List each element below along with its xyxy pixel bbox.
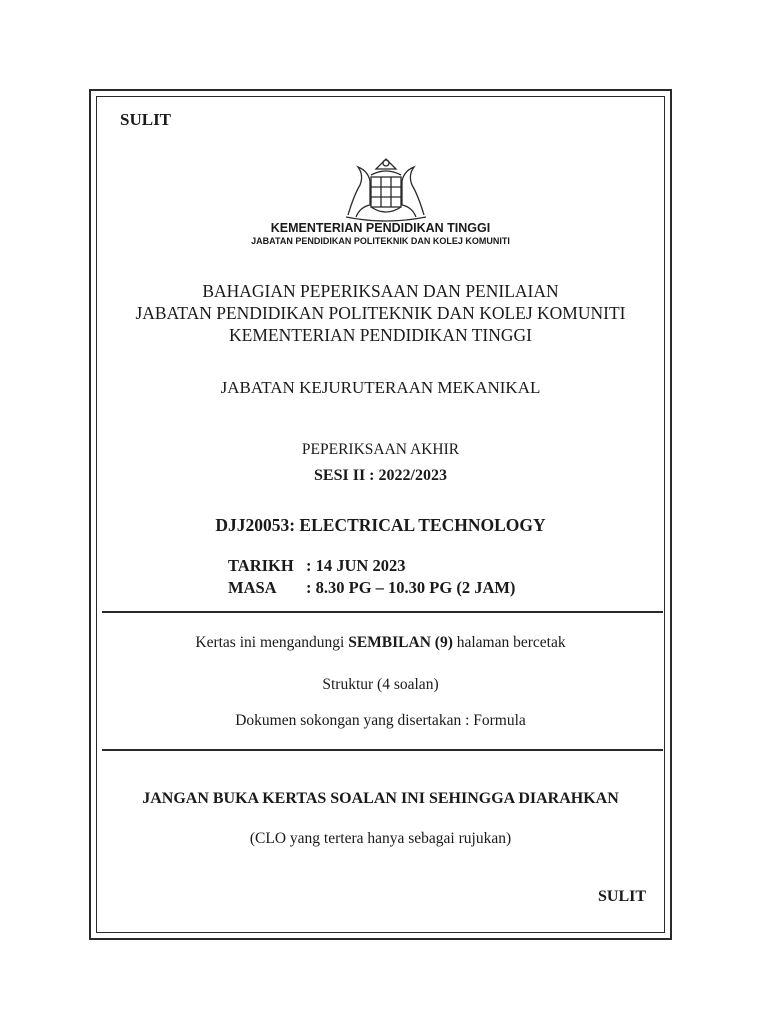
classification-top: SULIT bbox=[120, 110, 172, 129]
exam-date-value: : 14 JUN 2023 bbox=[306, 556, 406, 575]
divider-bottom bbox=[102, 749, 663, 751]
classification-bottom: SULIT bbox=[598, 888, 647, 905]
exam-date-row bbox=[228, 556, 405, 576]
divider-top bbox=[102, 611, 663, 613]
clo-note: (CLO yang tertera hanya sebagai rujukan) bbox=[249, 830, 512, 847]
ministry-department: JABATAN PENDIDIKAN POLITEKNIK DAN KOLEJ KOMUNITI bbox=[251, 236, 510, 246]
exam-type: PEPERIKSAAN AKHIR bbox=[301, 441, 460, 458]
issuer-line-2: JABATAN PENDIDIKAN POLITEKNIK DAN KOLEJ KOMUNITI bbox=[135, 303, 626, 323]
issuer-line-3: KEMENTERIAN PENDIDIKAN TINGGI bbox=[229, 325, 532, 345]
exam-time-value: : 8.30 PG – 10.30 PG (2 JAM) bbox=[306, 578, 516, 597]
faculty-name: JABATAN KEJURUTERAAN MEKANIKAL bbox=[220, 378, 541, 397]
structure-line: Struktur (4 soalan) bbox=[322, 676, 439, 693]
issuer-line-1: BAHAGIAN PEPERIKSAAN DAN PENILAIAN bbox=[202, 281, 559, 301]
page-count-suffix: halaman bercetak bbox=[452, 634, 566, 651]
course-title: DJJ20053: ELECTRICAL TECHNOLOGY bbox=[215, 515, 546, 535]
issuer-heading bbox=[96, 280, 665, 346]
exam-date-label: TARIKH bbox=[228, 556, 294, 575]
support-document-line: Dokumen sokongan yang disertakan : Formula bbox=[235, 712, 526, 729]
exam-session: SESI II : 2022/2023 bbox=[314, 467, 447, 484]
exam-time-label: MASA bbox=[228, 578, 277, 597]
malaysia-coat-of-arms-icon bbox=[338, 155, 434, 223]
exam-time-row bbox=[228, 578, 515, 598]
ministry-name: KEMENTERIAN PENDIDIKAN TINGGI bbox=[270, 221, 491, 235]
page-count-value: SEMBILAN (9) bbox=[348, 634, 453, 651]
do-not-open-warning: JANGAN BUKA KERTAS SOALAN INI SEHINGGA DIARAHKAN bbox=[142, 790, 619, 807]
page-count-line bbox=[96, 634, 665, 652]
page-count-prefix: Kertas ini mengandungi bbox=[195, 634, 349, 651]
